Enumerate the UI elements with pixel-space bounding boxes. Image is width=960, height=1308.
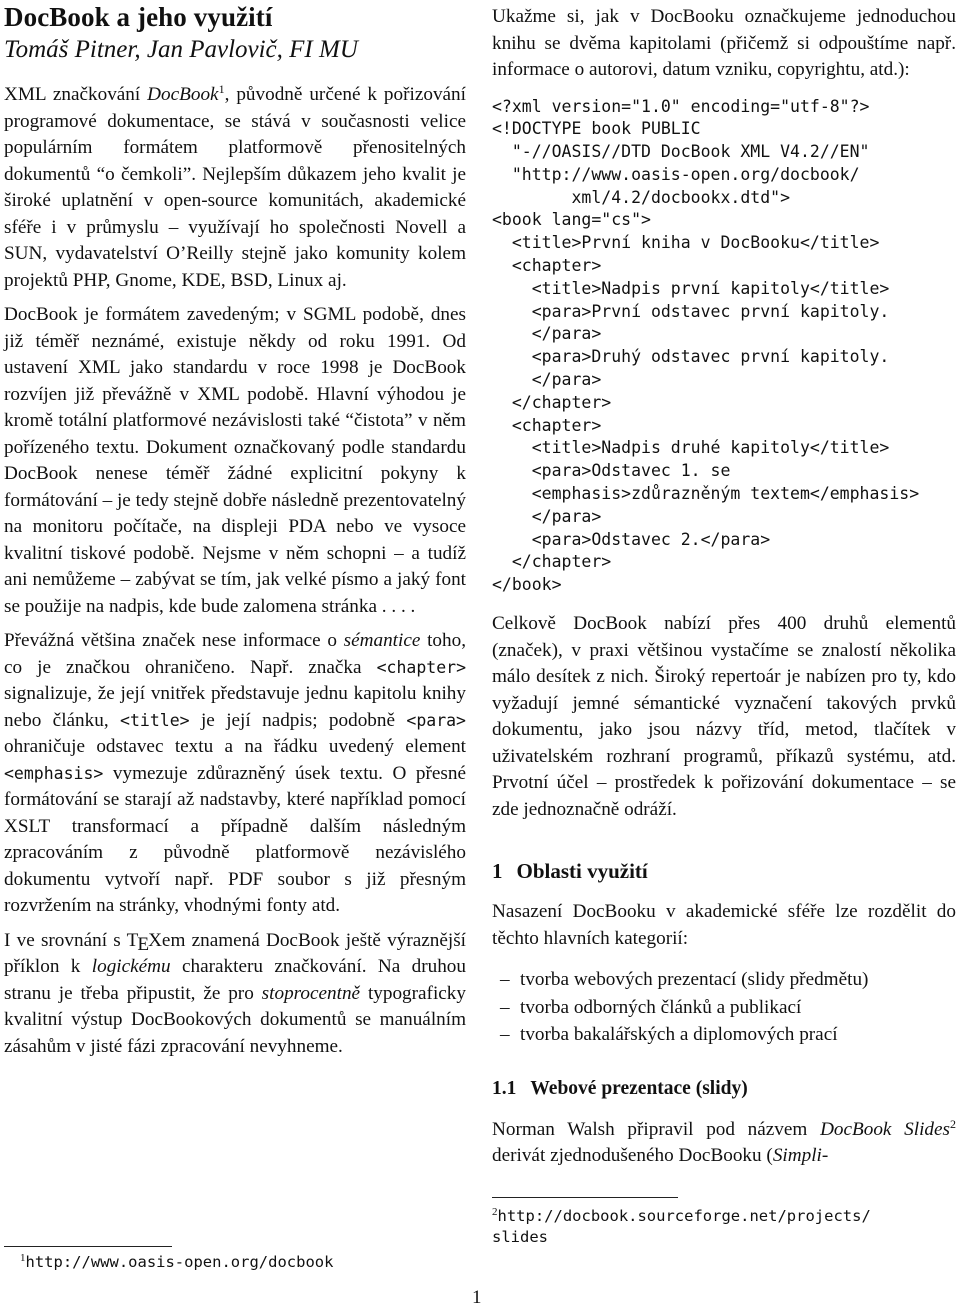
slides-paragraph: Norman Walsh připravil pod názvem DocBook Slides$^2$ derivát zjednodušeného DocBooku (Simpli- <box>492 1116 956 1167</box>
tex-comparison-paragraph: I ve srovnání s TEXem znamená DocBook ještě výraznější příklon k logickému charakteru značkování. Na druhou stranu je třeba připustit, že pro stoprocentně typograficky kvalitní výstup DocBookových dokumentů se manuálním zásahům v jisté fázi zpracování nevyhneme. <box>4 929 466 1057</box>
footnote-2-link[interactable]: http://docbook.sourceforge.net/projects/ slides <box>492 1207 871 1246</box>
list-item: – tvorba bakalářských a diplomových prací <box>500 1024 838 1046</box>
footnote-rule-left <box>4 1246 172 1247</box>
list-item: – tvorba webových prezentací (slidy předmětu) <box>500 969 869 991</box>
history-paragraph: DocBook je formátem zavedeným; v SGML podobě, dnes již téměř neznámé, existuje někdy od roku 1991. Od ustavení XML jako standardu v roce 1998 je DocBook rozvíjen již převážně v XML podobě. Hlavní výhodou je kromě totální platformové nezávislosti také “čistota” v něm pořízeného textu. Dokument označkovaný podle standardu DocBook nenese téměř žádné explicitní pokyny k formátování – je tedy stejně dobře následně prezentovatelný na monitoru počítače, na displeji PDA nebo ve vysoce kvalitní tiskové podobě. Nejsme v něm schopni – a tudíž ani nemůžeme – zabývat se tím, jak velké písmo a jaký font se použije na nadpis, kde bude zalomena stránka . . . . <box>4 304 466 617</box>
footnote-2: $^2$http://docbook.sourceforge.net/projects/ slides <box>492 1206 871 1246</box>
tex-logo: TEX <box>126 929 162 955</box>
footnote-ref-2[interactable]: 2 <box>950 1116 956 1131</box>
emphasis-tag: <emphasis> <box>4 763 104 783</box>
footnote-1: $^1$http://www.oasis-open.org/docbook <box>20 1252 334 1271</box>
footnote-ref-1[interactable]: 1 <box>218 82 225 96</box>
page-number: 1 <box>472 1287 482 1308</box>
section-heading-1: 1 Oblasti využití <box>492 859 648 884</box>
left-column <box>4 0 466 1060</box>
title-tag: <title> <box>120 710 190 730</box>
docbook-code-listing: <?xml version="1.0" encoding="utf-8"?> <!DOCTYPE book PUBLIC "-//OASIS//DTD DocBook XML V4.2//EN" "http://www.oasis-open.org/docbook/ xml/4.2/docbookx.dtd"> <book lang="cs"> <title>První kniha v DocBooku</title> <chapter> <title>Nadpis první kapitoly</title> <para>První odstavec první kapitoly. </para> <para>Druhý odstavec první kapitoly. </para> </chapter> <chapter> <title>Nadpis druhé kapitoly</title> <para>Odstavec 1. se <emphasis>zdůrazněným textem</emphasis> </para> <para>Odstavec 2.</para> </chapter> </book> <box>492 96 920 595</box>
footnote-rule-right <box>492 1197 678 1198</box>
paper-authors: Tomáš Pitner, Jan Pavlovič, FI MU <box>4 36 358 63</box>
list-item: – tvorba odborných článků a publikací <box>500 996 802 1018</box>
semantics-paragraph: Převážná většina značek nese informace o sémantice toho, co je značkou ohraničeno. Např. značka <chapter> signalizuje, že její vnitřek představuje jednu kapitolu knihy nebo článku, <title> je její nadpis; podobně <para> ohraničuje odstavec textu a na řádku uvedený element <emphasis> vymezuje zdůrazněný úsek textu. O přesné formátování se starají až nadstavby, které například pomocí XSLT transformací a případně dalším následným zpracováním z původně platformově nezávislého dokumentu vytvoří např. PDF soubor s již přesným rozvržením na stránky, vhodnými fonty atd. <box>4 630 466 916</box>
section-1-paragraph: Nasazení DocBooku v akademické sféře lze rozdělit do těchto hlavních kategorií: <box>492 901 956 949</box>
para-tag: <para> <box>406 710 466 730</box>
category-list <box>492 966 956 1049</box>
intro-paragraph: XML značkování DocBook$^1$, původně určené k pořizování programové dokumentace, se stává v současnosti velice populárním formátem platformově přenositelných dokumentů “o čemkoli”. Nejlepším důkazem jeho kvalit je široké uplatnění v open-source komunitách, akademické sféře i v průmyslu – využívají ho společnosti Novell a SUN, vydavatelství O’Reilly stejně jako komunity kolem projektů PHP, Gnome, KDE, BSD, Linux aj. <box>4 82 466 291</box>
elements-paragraph: Celkově DocBook nabízí přes 400 druhů elementů (značek), v praxi většinou vystačíme se znalostí několika málo desítek z nich. Široký repertoár je nabízen pro ty, kdo vyžadují jemné sémantické vyznačení takových prvků dokumentu, jako jsou názvy tříd, metod, tlačítek v uživatelském rozhraní programů, příkazů systému, atd. Prvotní účel – prostředek k pořizování dokumentace – se zde jednoznačně odráží. <box>492 613 956 820</box>
chapter-tag: <chapter> <box>376 657 466 677</box>
paper-title: DocBook a jeho využití <box>4 2 273 32</box>
example-intro-paragraph: Ukažme si, jak v DocBooku označkujeme jednoduchou knihu se dvěma kapitolami (přičemž si odpouštíme např. informace o autorovi, datum vzniku, copyrightu, atd.): <box>492 6 956 80</box>
section-heading-1-1: 1.1 Webové prezentace (slidy) <box>492 1077 748 1099</box>
footnote-1-link[interactable]: http://www.oasis-open.org/docbook <box>25 1253 334 1271</box>
right-column <box>492 0 956 1170</box>
